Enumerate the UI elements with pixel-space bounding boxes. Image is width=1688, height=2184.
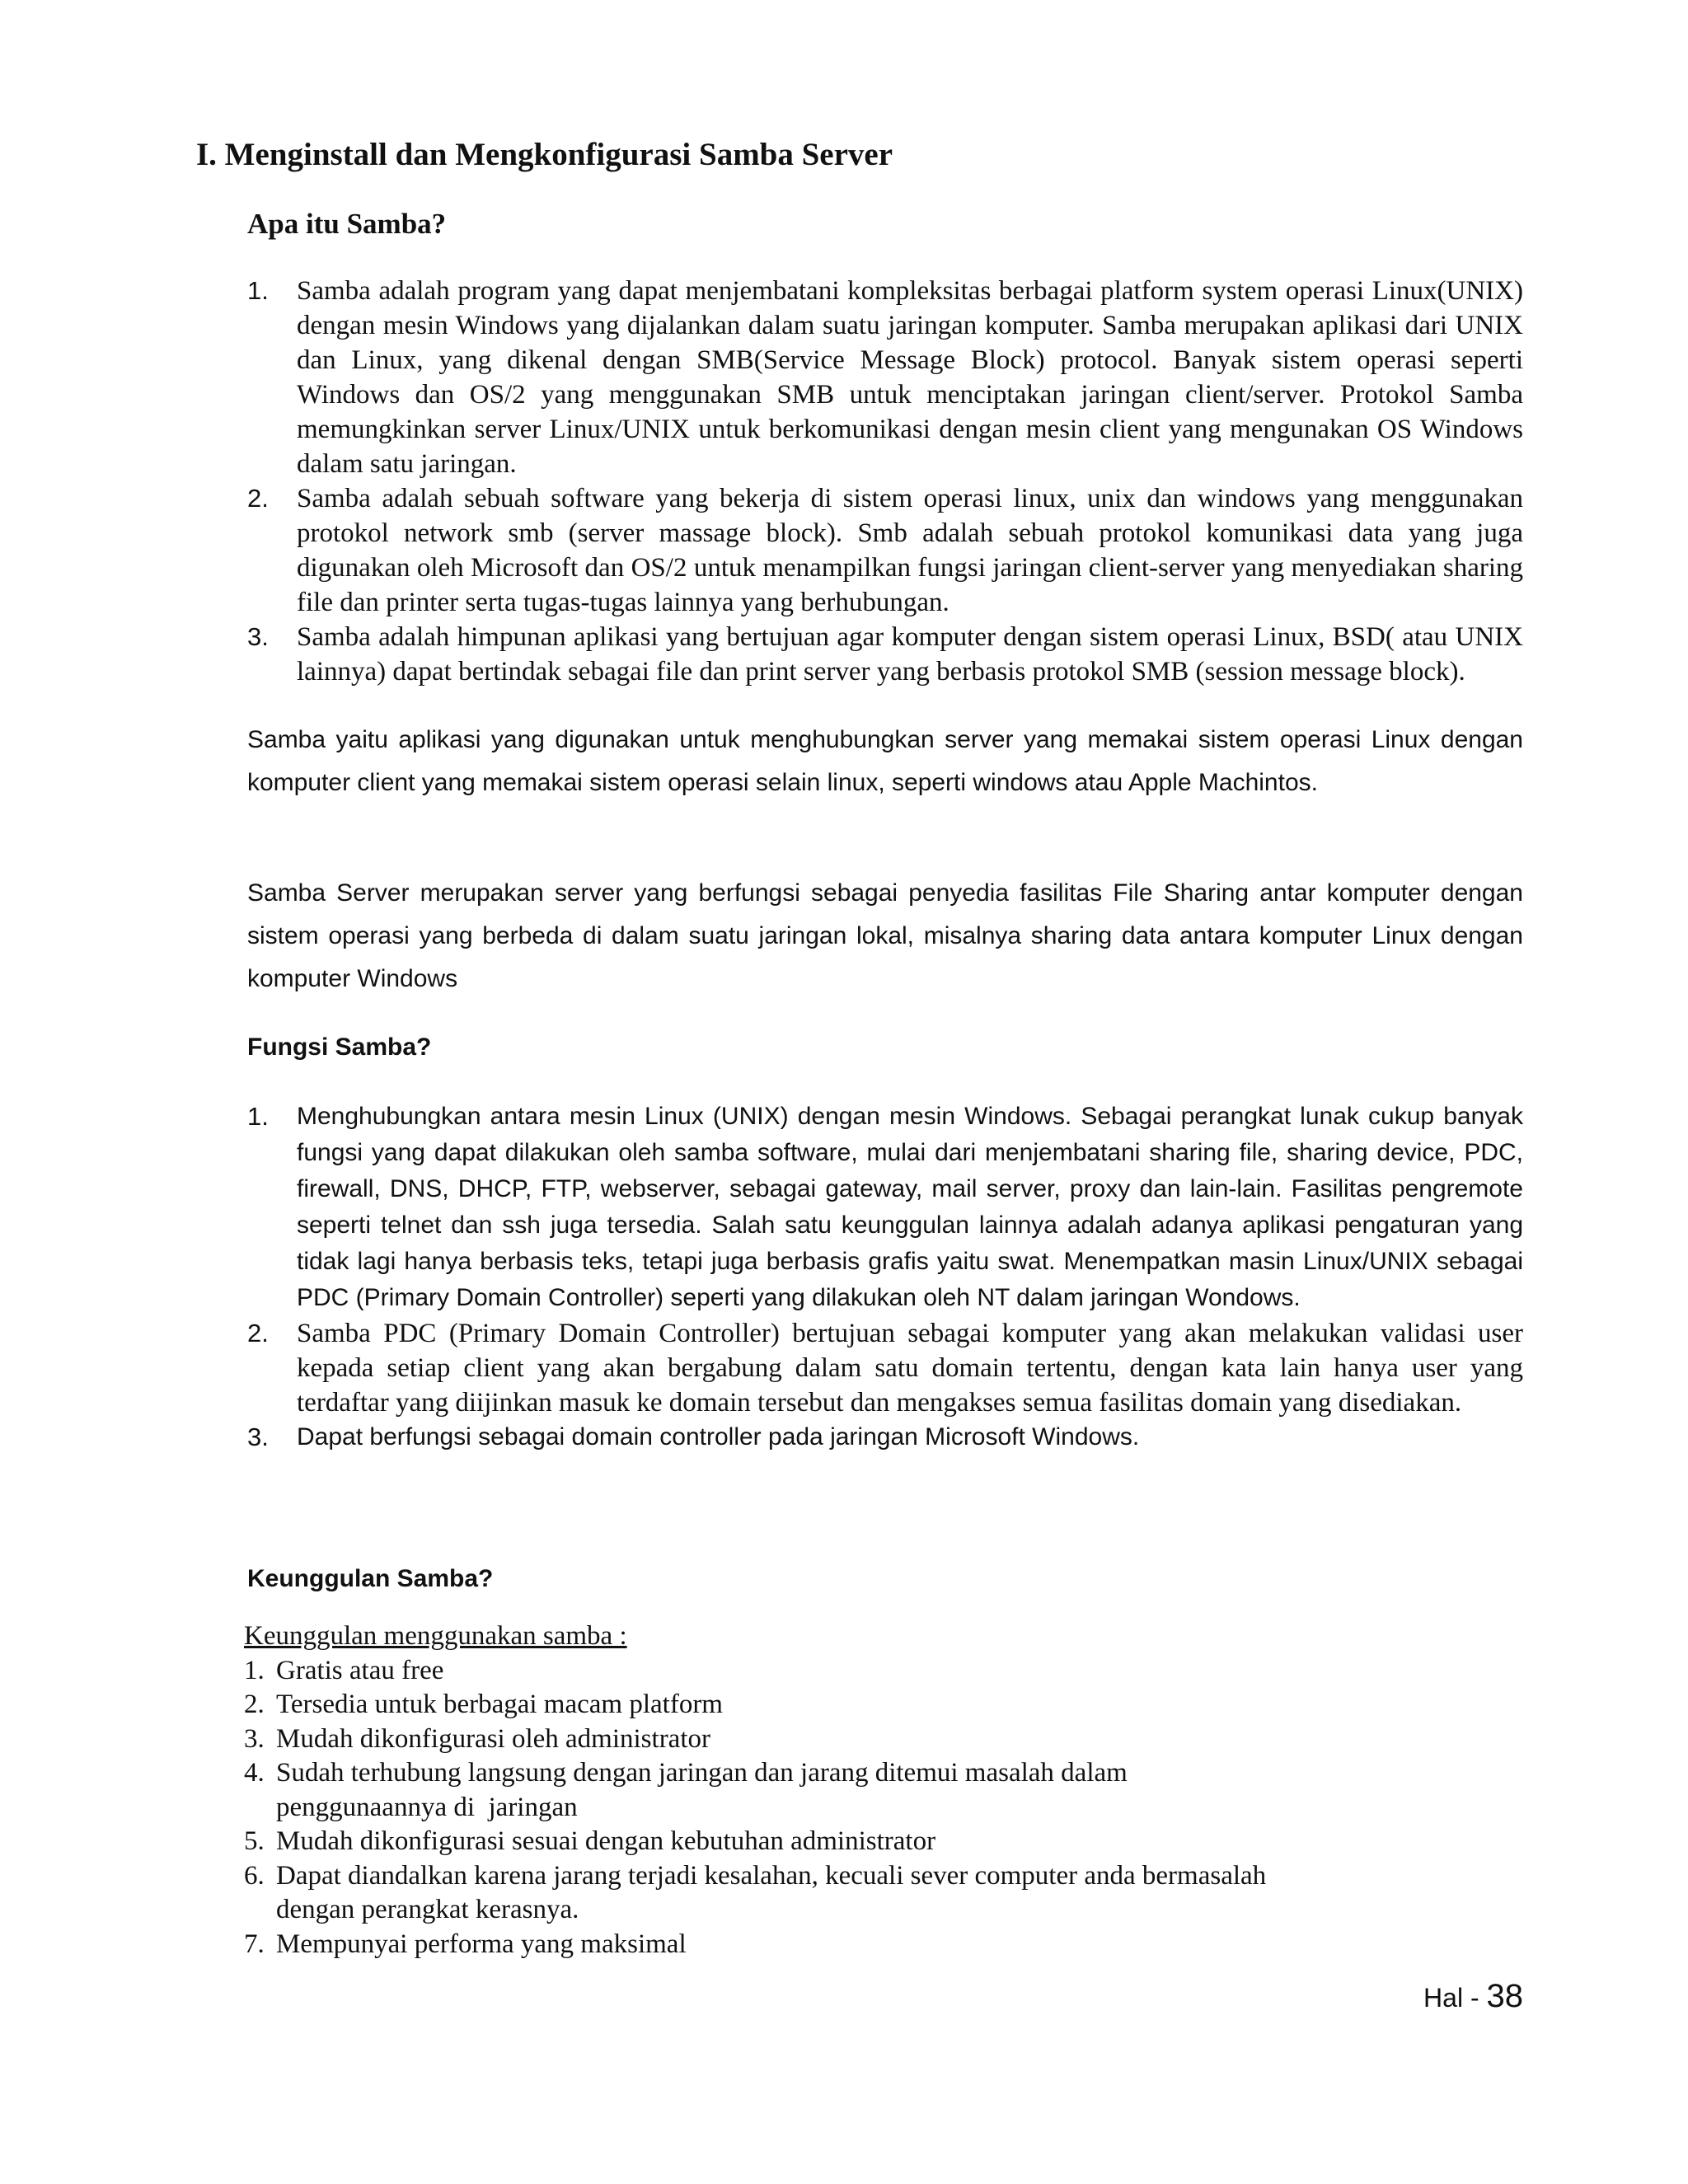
fungsi-samba-list — [247, 1099, 1523, 1455]
list-item — [244, 1688, 1480, 1722]
list-item-text: Dapat berfungsi sebagai domain controller pada jaringan Microsoft Windows. — [297, 1423, 1140, 1451]
page-footer — [1423, 1978, 1523, 2015]
list-item-text: Tersedia untuk berbagai macam platform — [276, 1690, 723, 1719]
list-item-number: 3. — [247, 622, 269, 651]
paragraph-samba-definition: Samba yaitu aplikasi yang digunakan untuk menghubungkan server yang memakai sistem operasi Linux dengan komputer client yang memakai sistem operasi selain linux, seperti windows atau Apple Machintos. — [247, 726, 1523, 796]
list-item — [247, 1316, 1523, 1420]
list-item-number: 7. — [244, 1929, 265, 1959]
list-item — [244, 1722, 1480, 1757]
list-item-text: Mudah dikonfigurasi oleh administrator — [276, 1723, 710, 1754]
list-item-text: Samba adalah himpunan aplikasi yang bertujuan agar komputer dengan sistem operasi Linux, BSD( atau UNIX lainnya) dapat bertindak sebagai file dan print server yang berbasis protokol SMB (session message block). — [297, 622, 1523, 687]
list-item-number: 5. — [244, 1826, 265, 1856]
list-item-number: 4. — [244, 1758, 265, 1788]
list-item-number: 6. — [244, 1860, 265, 1891]
section-heading-apa-itu-samba: Apa itu Samba? — [247, 208, 447, 240]
list-item — [244, 1859, 1480, 1928]
keunggulan-list — [244, 1619, 1480, 1961]
list-item-number: 3. — [244, 1723, 265, 1754]
list-item-text: Samba PDC (Primary Domain Controller) bertujuan sebagai komputer yang akan melakukan validasi user kepada setiap client yang akan bergabung dalam satu domain tertentu, dengan kata lain hanya user yang terdaftar yang diijinkan masuk ke domain tersebut dan mengakses semua fasilitas domain yang disediakan. — [297, 1319, 1523, 1418]
list-item — [247, 481, 1523, 620]
list-item — [244, 1654, 1480, 1689]
paragraph-samba-server: Samba Server merupakan server yang berfungsi sebagai penyedia fasilitas File Sharing antar komputer dengan sistem operasi yang berbeda di dalam suatu jaringan lokal, misalnya sharing data antara komputer Linux dengan komputer Windows — [247, 879, 1523, 992]
list-item — [247, 620, 1523, 689]
list-item-text: Dapat diandalkan karena jarang terjadi kesalahan, kecuali sever computer anda bermasalah — [276, 1860, 1267, 1891]
section-heading-keunggulan-samba: Keunggulan Samba? — [247, 1565, 494, 1592]
page-number: 38 — [1486, 1978, 1523, 2014]
page-label: Hal - — [1423, 1983, 1487, 2013]
list-item — [244, 1756, 1480, 1825]
list-item-number: 2. — [244, 1690, 265, 1719]
list-item-number: 1. — [244, 1655, 265, 1685]
list-item-text: Mempunyai performa yang maksimal — [276, 1929, 687, 1959]
list-item-text: Sudah terhubung langsung dengan jaringan dan jarang ditemui masalah dalam — [276, 1758, 1128, 1788]
list-item-text: Gratis atau free — [276, 1655, 444, 1685]
list-item-text: Samba adalah program yang dapat menjembatani kompleksitas berbagai platform system operasi Linux(UNIX) dengan mesin Windows yang dijalankan dalam suatu jaringan komputer. Samba merupakan aplikasi dari UNIX dan Linux, yang dikenal dengan SMB(Service Message Block) protocol. Banyak sistem operasi seperti Windows dan OS/2 yang menggunakan SMB untuk menciptakan jaringan client/server. Protokol Samba memungkinkan server Linux/UNIX untuk berkomunikasi dengan mesin client yang mengunakan OS Windows dalam satu jaringan. — [297, 276, 1523, 479]
list-item — [244, 1825, 1480, 1859]
list-item-text: Samba adalah sebuah software yang bekerja di sistem operasi linux, unix dan windows yang menggunakan protokol network smb (server massage block). Smb adalah sebuah protokol komunikasi data yang juga digunakan oleh Microsoft dan OS/2 untuk menampilkan fungsi jaringan client-server yang menyediakan sharing file dan printer serta tugas-tugas lainnya yang berhubungan. — [297, 484, 1523, 617]
list-item-number: 2. — [247, 1319, 269, 1347]
list-item — [247, 274, 1523, 481]
list-item-number: 1. — [247, 276, 269, 305]
list-item-text: Menghubungkan antara mesin Linux (UNIX) dengan mesin Windows. Sebagai perangkat lunak cukup banyak fungsi yang dapat dilakukan oleh samba software, mulai dari menjembatani sharing file, sharing device, PDC, firewall, DNS, DHCP, FTP, webserver, sebagai gateway, mail server, proxy dan lain-lain. Fasilitas pengremote seperti telnet dan ssh juga tersedia. Salah satu keunggulan lainnya adalah adanya aplikasi pengaturan yang tidak lagi hanya berbasis teks, tetapi juga berbasis grafis yaitu swat. Menempatkan masin Linux/UNIX sebagai PDC (Primary Domain Controller) seperti yang dilakukan oleh NT dalam jaringan Wondows. — [297, 1103, 1523, 1311]
list-item-text: Mudah dikonfigurasi sesuai dengan kebutuhan administrator — [276, 1826, 936, 1856]
list-item — [244, 1928, 1480, 1962]
keunggulan-intro: Keunggulan menggunakan samba : — [244, 1621, 627, 1651]
list-item-number: 1. — [247, 1102, 269, 1131]
section-heading-fungsi-samba: Fungsi Samba? — [247, 1033, 432, 1061]
list-item — [247, 1099, 1523, 1316]
list-item-number: 2. — [247, 484, 269, 513]
list-item — [247, 1420, 1523, 1455]
page-title: I. Menginstall dan Mengkonfigurasi Samba Server — [196, 137, 893, 172]
list-item-text-continued: dengan perangkat kerasnya. — [276, 1895, 579, 1924]
list-item-text-continued: penggunaannya di jaringan — [276, 1792, 578, 1822]
list-item-number: 3. — [247, 1422, 269, 1451]
apa-itu-samba-list — [247, 274, 1523, 689]
